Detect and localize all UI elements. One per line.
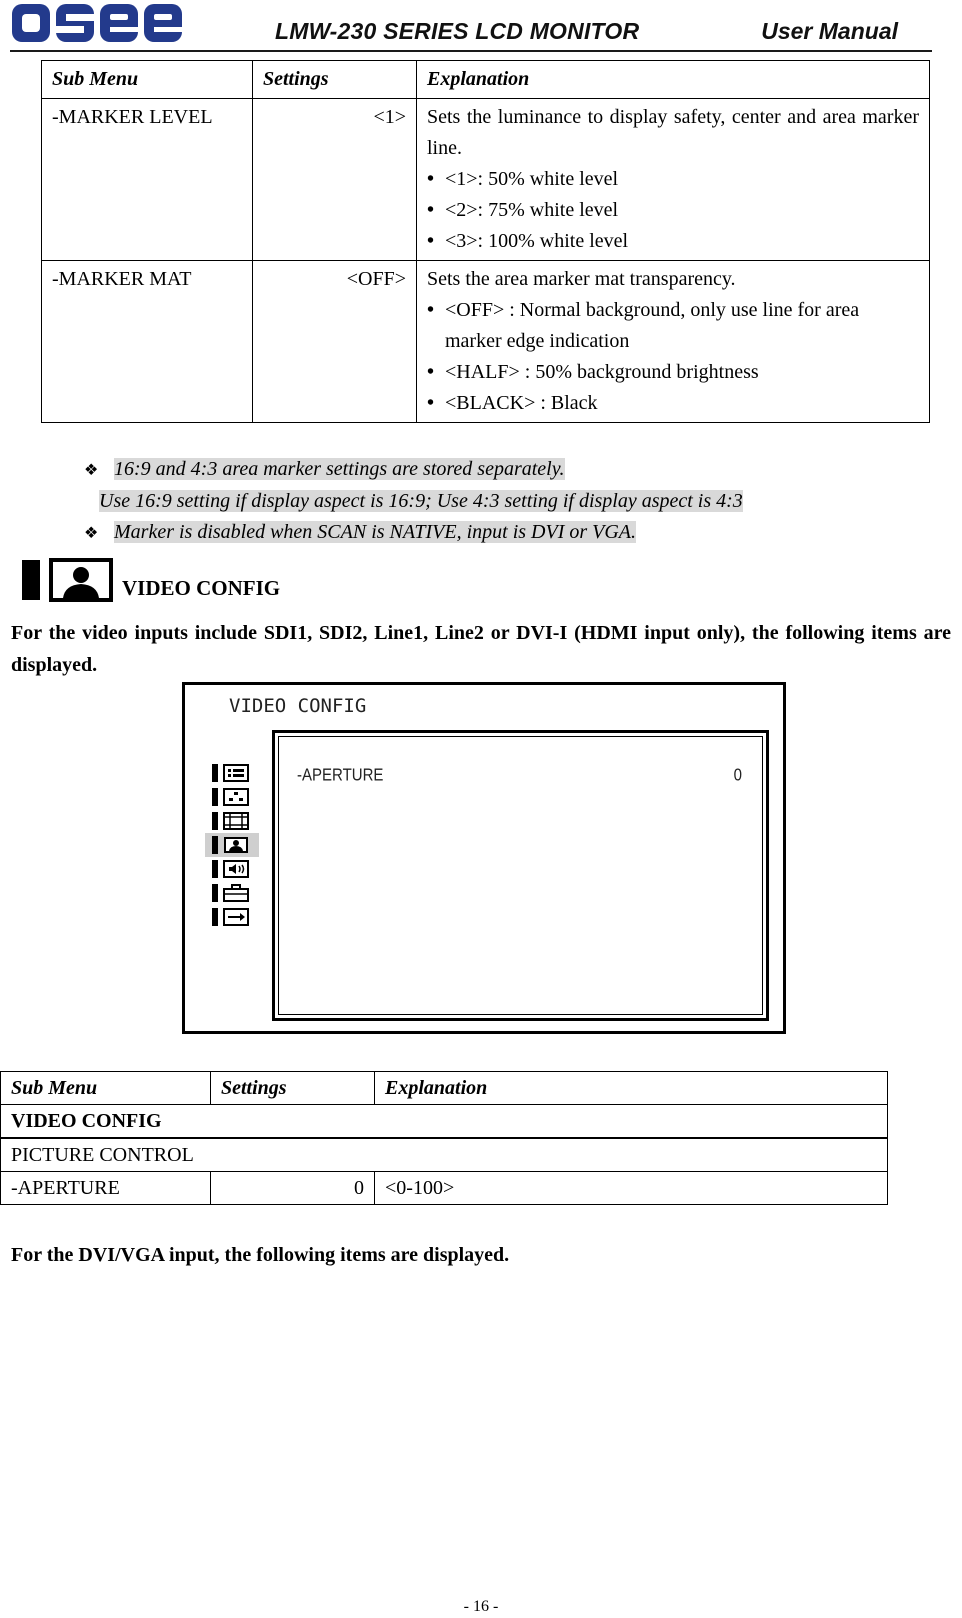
header-settings: Settings — [211, 1072, 375, 1105]
osd-title: VIDEO CONFIG — [229, 695, 367, 717]
bullet-list — [427, 295, 919, 419]
list-item: • <OFF> : Normal background, only use line for area marker edge indication — [427, 295, 919, 357]
osd-menu-item — [205, 881, 259, 905]
header-explanation: Explanation — [417, 61, 930, 99]
table-header-row — [42, 61, 930, 99]
closing-paragraph: For the DVI/VGA input, the following items are displayed. — [11, 1244, 510, 1266]
page-number: - 16 - — [463, 1598, 499, 1615]
table-header-row — [1, 1072, 888, 1105]
osd-icon-column — [205, 761, 259, 929]
diamond-bullet-icon: ❖ — [84, 525, 99, 542]
row-explanation: <0-100> — [375, 1172, 888, 1205]
note-2 — [84, 517, 636, 549]
toolbox-icon — [223, 884, 249, 902]
osd-aperture-value: 0 — [733, 765, 742, 786]
list-item: • <2>: 75% white level — [427, 195, 919, 226]
header-explanation: Explanation — [375, 1072, 888, 1105]
note-2-text: Marker is disabled when SCAN is NATIVE, input is DVI or VGA. — [114, 521, 637, 543]
row-submenu: -APERTURE — [1, 1172, 211, 1205]
osd-aperture-label: -APERTURE — [297, 765, 384, 786]
row-submenu: -MARKER LEVEL — [42, 99, 253, 261]
row-explanation — [417, 99, 930, 261]
table-row — [42, 261, 930, 423]
table-row — [42, 99, 930, 261]
heading-marker-bar — [22, 560, 40, 600]
table-row — [1, 1172, 888, 1205]
note-1 — [84, 454, 565, 486]
note-1-line-1: 16:9 and 4:3 area marker settings are stored separately. — [114, 458, 565, 480]
person-icon — [49, 558, 113, 602]
group-label: VIDEO CONFIG — [1, 1105, 888, 1139]
person-icon — [223, 836, 249, 854]
row-submenu: -MARKER MAT — [42, 261, 253, 423]
osee-logo — [12, 2, 182, 44]
osd-menu-item — [205, 761, 259, 785]
osd-menu-item-selected — [205, 833, 259, 857]
osd-menu-item — [205, 809, 259, 833]
table-subgroup-row — [1, 1138, 888, 1172]
film-icon — [223, 812, 249, 830]
diamond-bullet-icon: ❖ — [84, 462, 99, 479]
marker-settings-table — [41, 60, 930, 423]
exit-icon — [223, 908, 249, 926]
row-setting: <1> — [253, 99, 417, 261]
note-1-continued — [99, 486, 743, 517]
section-title: VIDEO CONFIG — [122, 576, 281, 600]
explanation-intro: Sets the luminance to display safety, center and area marker line. — [427, 106, 919, 159]
bullet-list — [427, 164, 919, 257]
osd-menu-item — [205, 905, 259, 929]
header-submenu: Sub Menu — [42, 61, 253, 99]
osd-menu-item — [205, 785, 259, 809]
list-item: • <HALF> : 50% background brightness — [427, 357, 919, 388]
osd-content-panel — [272, 730, 769, 1021]
table-group-row — [1, 1105, 888, 1139]
osd-menu-item — [205, 857, 259, 881]
list-icon — [223, 764, 249, 782]
dots-icon — [223, 788, 249, 806]
list-item: • <BLACK> : Black — [427, 388, 919, 419]
speaker-icon — [223, 860, 249, 878]
manual-label: User Manual — [761, 18, 898, 44]
section-intro: For the video inputs include SDI1, SDI2, Line1, Line2 or DVI-I (HDMI input only), the following items are displayed. — [11, 622, 951, 676]
header-submenu: Sub Menu — [1, 1072, 211, 1105]
page-header — [10, 0, 932, 52]
video-config-table — [0, 1071, 888, 1205]
row-explanation — [417, 261, 930, 423]
header-settings: Settings — [253, 61, 417, 99]
subgroup-label: PICTURE CONTROL — [1, 1138, 888, 1172]
row-setting: <OFF> — [253, 261, 417, 423]
explanation-intro: Sets the area marker mat transparency. — [427, 268, 736, 290]
list-item: • <1>: 50% white level — [427, 164, 919, 195]
note-1-line-2: Use 16:9 setting if display aspect is 16:9; Use 4:3 setting if display aspect is 4:3 — [99, 490, 743, 512]
row-setting: 0 — [211, 1172, 375, 1205]
list-item: • <3>: 100% white level — [427, 226, 919, 257]
osd-menu-screenshot — [182, 682, 786, 1034]
document-title: LMW-230 SERIES LCD MONITOR — [275, 18, 640, 44]
